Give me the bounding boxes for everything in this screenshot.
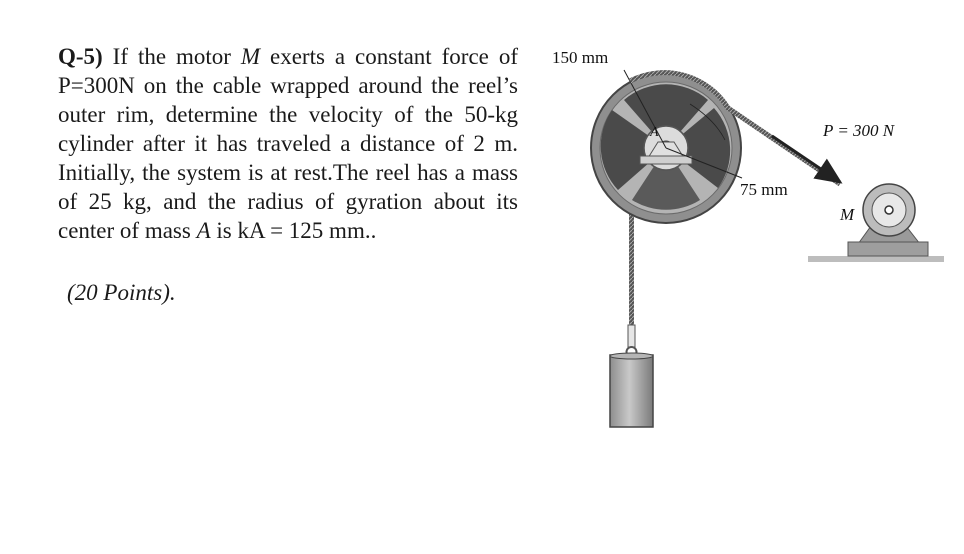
question-text-part-1: If the motor	[102, 44, 241, 69]
question-text	[58, 42, 518, 245]
question-number: Q-5)	[58, 44, 103, 69]
mass-center-symbol: A	[196, 218, 211, 243]
center-label: A	[650, 125, 659, 140]
cable-clip	[628, 325, 635, 347]
motor-label: M	[840, 205, 855, 224]
motor-symbol: M	[240, 44, 261, 69]
inner-radius-label: 75 mm	[740, 180, 788, 199]
force-arrow	[772, 136, 840, 182]
question-text-part-3: is kA = 125 mm..	[210, 218, 377, 243]
outer-radius-label: 150 mm	[552, 48, 609, 67]
figure-svg	[540, 30, 960, 450]
cylinder-block	[610, 353, 653, 427]
motor	[808, 184, 944, 262]
points-label: (20 Points).	[67, 280, 176, 305]
reel-motor-figure	[540, 30, 960, 450]
question-text-part-2: exerts a constant force of P=300N on the cable wrapped around the reel’s outer rim, determine the velocity of the 50-kg cylinder after it has traveled a distance of 2 m. Initially, the system is at rest.The reel has a mass of 25 kg, and the radius of gyration about its center of mass	[58, 44, 518, 243]
force-label: P = 300 N	[823, 121, 895, 140]
